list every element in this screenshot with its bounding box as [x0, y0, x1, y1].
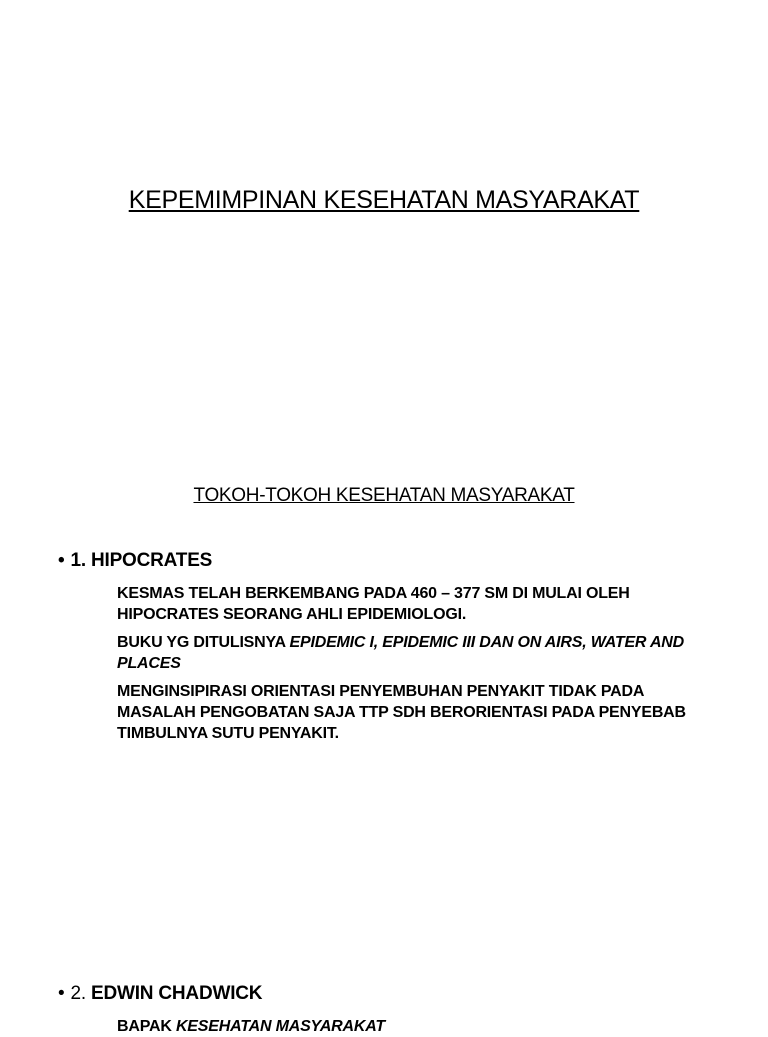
slide-title: KEPEMIMPINAN KESEHATAN MASYARAKAT — [128, 186, 640, 214]
bullet-dot-icon: • — [58, 983, 65, 1004]
paragraph-2 — [117, 632, 717, 674]
paragraph-4-italic: KESEHATAN MASYARAKAT — [175, 1018, 385, 1035]
bullet-dot-icon: • — [58, 550, 65, 571]
paragraph-1: KESMAS TELAH BERKEMBANG PADA 460 – 377 SM DI MULAI OLEH HIPOCRATES SEORANG AHLI EPIDEMIOLOGI. — [117, 585, 630, 623]
bullet-hipocrates — [58, 550, 212, 572]
paragraph-4-prefix: BAPAK — [117, 1018, 176, 1035]
paragraph-2-books: EPIDEMIC I, EPIDEMIC III DAN ON AIRS, WATER AND PLACES — [117, 634, 685, 672]
bullet-heading: 1. HIPOCRATES — [70, 550, 213, 571]
paragraph-3: MENGINSIPIRASI ORIENTASI PENYEMBUHAN PENYAKIT TIDAK PADA MASALAH PENGOBATAN SAJA TTP SDH BERORIENTASI PADA PENYEBAB TIMBULNYA SUTU PENYAKIT. — [117, 683, 686, 742]
bullet-heading: EDWIN CHADWICK — [90, 983, 263, 1004]
section-subtitle: TOKOH-TOKOH KESEHATAN MASYARAKAT — [193, 485, 575, 506]
bullet-edwin-chadwick — [58, 983, 262, 1005]
paragraph-4 — [117, 1016, 717, 1037]
bullet-number: 2. — [70, 983, 91, 1004]
paragraph-2-prefix: BUKU YG DITULISNYA — [117, 634, 290, 651]
